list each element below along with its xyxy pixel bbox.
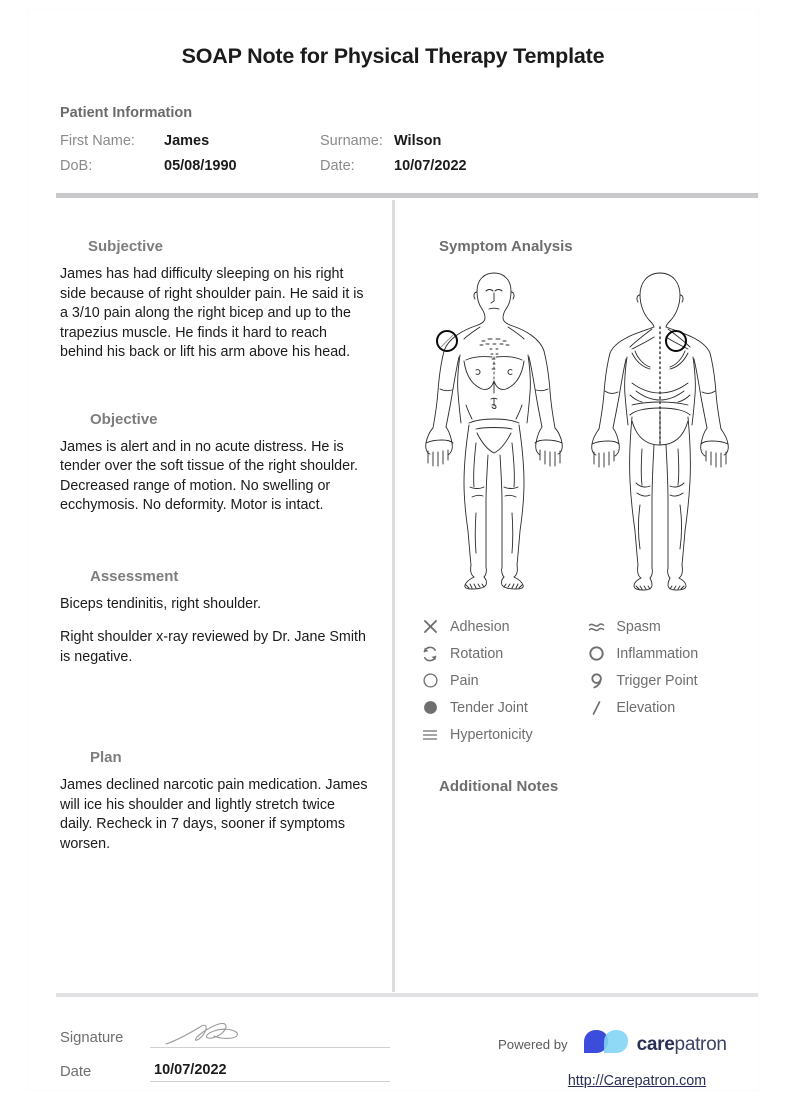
assessment-text-1: Biceps tendinitis, right shoulder.: [60, 595, 262, 612]
dob-field[interactable]: [60, 158, 320, 174]
subjective-text: James has had difficulty sleeping on his right side because of right shoulder pain. He said it is a 3/10 pain along the right bicep and up to the trapezius muscle. He finds it hard to reach behind his back or lift his arm above his head.: [60, 266, 364, 360]
brand-bold: care: [636, 1033, 675, 1055]
legend-item-pain[interactable]: [417, 667, 583, 694]
subjective-heading: Subjective: [88, 238, 164, 255]
dob-value[interactable]: 05/08/1990: [164, 158, 237, 174]
legend-label: Inflammation: [616, 645, 699, 662]
legend-label: Hypertonicity: [450, 726, 533, 743]
carepatron-logo-icon: [582, 1028, 630, 1060]
legend-item-hypertonicity[interactable]: [417, 721, 583, 748]
surname-label: Surname:: [320, 133, 383, 149]
signature-label: Signature: [60, 1030, 124, 1046]
objective-text: James is alert and in no acute distress. He is tender over the soft tissue of the right shoulder. Decreased range of motion. No swelling or ecchymosis. No deformity. Motor is intact.: [60, 438, 359, 513]
page-title: SOAP Note for Physical Therapy Template: [181, 44, 605, 68]
patient-information-heading: Patient Information: [60, 105, 193, 121]
signature-input[interactable]: [150, 1020, 390, 1048]
plan-text: James declined narcotic pain medication. James will ice his shoulder and lightly stretch twice daily. Recheck in 7 days, sooner if symptoms worsen.: [60, 777, 368, 852]
signature-area: [60, 1018, 390, 1082]
patient-date-row: [60, 158, 758, 174]
objective-body[interactable]: [60, 438, 370, 516]
first-name-value[interactable]: James: [164, 133, 210, 149]
assessment-text-2: Right shoulder x-ray reviewed by Dr. Jane Smith is negative.: [60, 629, 366, 665]
legend-label: Elevation: [616, 699, 676, 716]
surname-field[interactable]: [320, 133, 441, 149]
date-label: Date:: [320, 158, 355, 174]
document-footer: [28, 1000, 758, 1090]
x-mark-icon: [417, 616, 443, 638]
surname-value[interactable]: Wilson: [394, 133, 442, 149]
first-name-label: First Name:: [60, 133, 135, 149]
patient-name-row: [60, 133, 758, 149]
footer-date-value: 10/07/2022: [154, 1062, 227, 1078]
footer-date-label: Date: [60, 1064, 92, 1080]
footer-divider: [56, 993, 758, 997]
legend-item-rotation[interactable]: [417, 640, 583, 667]
subjective-body[interactable]: [60, 265, 370, 363]
additional-notes-field[interactable]: [409, 795, 744, 955]
posterior-body-diagram[interactable]: [580, 265, 740, 595]
legend-label: Pain: [450, 672, 479, 689]
objective-heading: Objective: [90, 410, 158, 428]
patient-information-section: [60, 105, 758, 174]
slash-icon: [583, 697, 609, 719]
plan-section: [60, 749, 370, 854]
assessment-heading: Assessment: [90, 567, 179, 585]
first-name-field[interactable]: [60, 133, 320, 149]
dob-label: DoB:: [60, 158, 93, 174]
body-diagrams: [409, 265, 744, 595]
legend-item-inflammation[interactable]: [583, 640, 744, 667]
legend-label: Adhesion: [450, 618, 510, 635]
additional-notes-heading: Additional Notes: [439, 778, 559, 795]
stacked-lines-icon: [417, 724, 443, 746]
symptom-legend: [417, 613, 744, 748]
footer-date-row: [60, 1052, 390, 1082]
filled-circle-icon: [417, 697, 443, 719]
plan-heading: Plan: [90, 749, 122, 766]
legend-item-tender-joint[interactable]: [417, 694, 583, 721]
legend-column-right: [583, 613, 744, 748]
subjective-section: [60, 238, 370, 363]
plan-body[interactable]: [60, 776, 370, 854]
footer-date-input[interactable]: [150, 1054, 390, 1082]
brand-light: patron: [674, 1033, 727, 1055]
objective-section: [60, 411, 370, 516]
bold-circle-icon: [583, 643, 609, 665]
legend-item-adhesion[interactable]: [417, 613, 583, 640]
soap-column: [28, 210, 392, 858]
carepatron-url-link[interactable]: http://Carepatron.com: [567, 1073, 707, 1089]
header-divider: [56, 193, 758, 198]
legend-label: Rotation: [450, 645, 504, 662]
anterior-body-diagram[interactable]: [414, 265, 574, 595]
legend-item-trigger-point[interactable]: [583, 667, 744, 694]
symptom-analysis-column: [395, 210, 758, 955]
date-value[interactable]: 10/07/2022: [394, 158, 467, 174]
nine-glyph-icon: [583, 670, 609, 692]
wavy-lines-icon: [583, 616, 609, 638]
rotation-arrow-icon: [417, 643, 443, 665]
legend-item-elevation[interactable]: [583, 694, 744, 721]
carepatron-wordmark: [637, 1035, 727, 1054]
powered-by-row: [498, 1028, 748, 1060]
legend-column-left: [417, 613, 583, 748]
assessment-section: [60, 568, 370, 668]
legend-label: Tender Joint: [450, 699, 528, 716]
symptom-analysis-heading: Symptom Analysis: [439, 238, 573, 255]
legend-item-spasm[interactable]: [583, 613, 744, 640]
assessment-body[interactable]: [60, 595, 370, 668]
branding: [498, 1028, 748, 1089]
legend-label: Trigger Point: [616, 672, 698, 689]
legend-label: Spasm: [616, 618, 661, 635]
signature-scribble-icon: [164, 1020, 259, 1046]
open-circle-icon: [417, 670, 443, 692]
document-page: [28, 10, 758, 1090]
date-field[interactable]: [320, 158, 467, 174]
powered-by-label: Powered by: [498, 1036, 568, 1052]
signature-row: [60, 1018, 390, 1048]
